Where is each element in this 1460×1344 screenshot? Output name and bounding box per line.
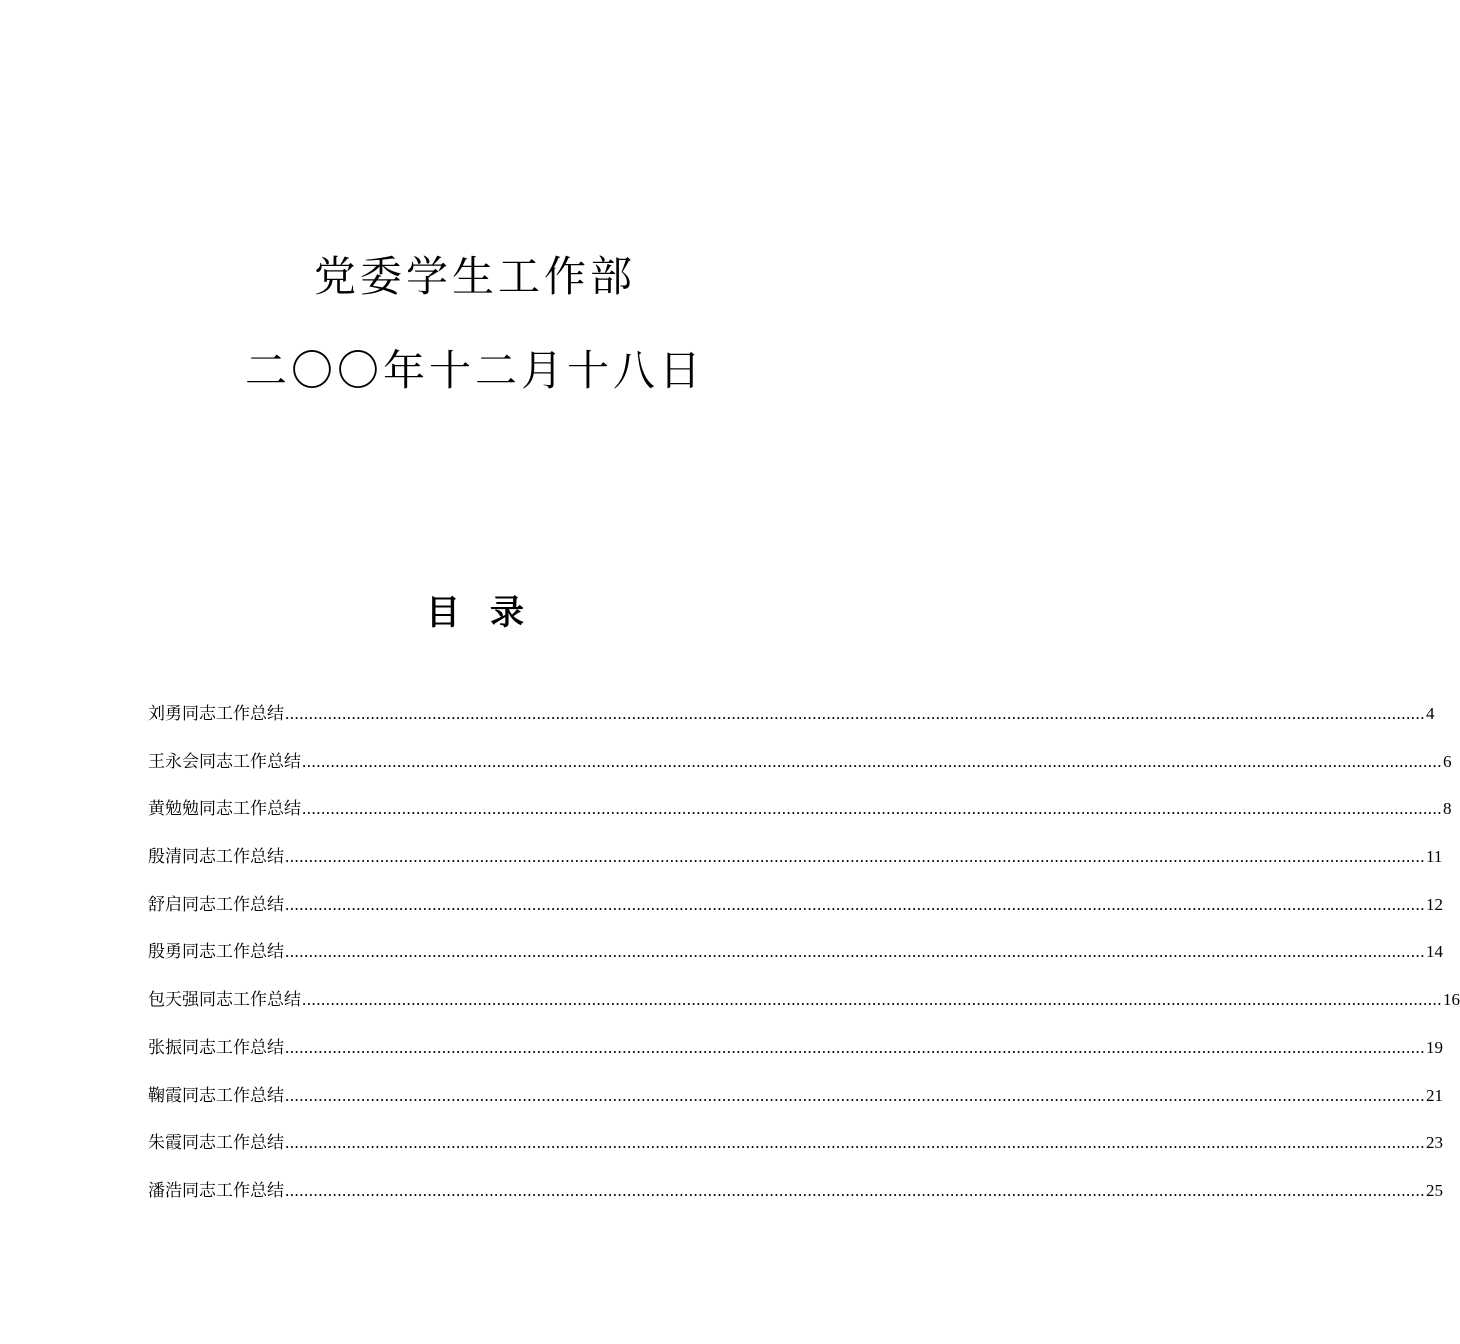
toc-dot-leader: ................................................................................................................................................................................................................................................ xyxy=(285,942,1425,962)
toc-entry[interactable] xyxy=(148,1034,1443,1082)
toc-entry-label: 鞠霞同志工作总结 xyxy=(148,1085,284,1105)
toc-entry-label: 殷勇同志工作总结 xyxy=(148,942,284,962)
toc-entry[interactable] xyxy=(148,748,1452,796)
toc-dot-leader: ................................................................................................................................................................................................................................................ xyxy=(285,1180,1425,1200)
toc-entry[interactable] xyxy=(148,891,1443,939)
toc-title xyxy=(0,593,950,633)
toc-entry-label: 王永会同志工作总结 xyxy=(148,751,301,771)
toc-entry-label: 张振同志工作总结 xyxy=(148,1037,284,1057)
toc-dot-leader: ................................................................................................................................................................................................................................................ xyxy=(285,894,1425,914)
toc-dot-leader: ................................................................................................................................................................................................................................................ xyxy=(285,1133,1425,1153)
toc-entry-page: 4 xyxy=(1426,704,1435,723)
toc-entry-page: 8 xyxy=(1443,799,1452,819)
toc-title-char-2: 录 xyxy=(490,593,524,633)
toc-entry-page: 16 xyxy=(1443,990,1460,1010)
toc-entry-label: 殷清同志工作总结 xyxy=(148,847,284,867)
toc-dot-leader: ................................................................................................................................................................................................................................................ xyxy=(302,799,1442,819)
toc-entry-page: 12 xyxy=(1426,894,1443,914)
toc-dot-leader: ................................................................................................................................................................................................................................................ xyxy=(302,751,1442,771)
document-date: 二〇〇年十二月十八日 xyxy=(244,346,705,395)
toc-entry[interactable] xyxy=(148,1129,1443,1177)
toc-entry-label: 舒启同志工作总结 xyxy=(148,894,284,914)
toc-list xyxy=(148,700,1460,1225)
toc-entry-page: 21 xyxy=(1426,1085,1443,1105)
toc-title-char-1: 目 xyxy=(426,593,460,633)
toc-entry[interactable] xyxy=(148,795,1452,843)
toc-entry-page: 11 xyxy=(1426,847,1443,867)
toc-entry[interactable] xyxy=(148,938,1443,986)
toc-entry-label: 潘浩同志工作总结 xyxy=(148,1180,284,1200)
toc-dot-leader: ................................................................................................................................................................................................................................................ xyxy=(302,990,1442,1010)
toc-entry-page: 14 xyxy=(1426,942,1443,962)
toc-entry-page: 23 xyxy=(1426,1133,1443,1153)
toc-entry-label: 包天强同志工作总结 xyxy=(148,990,301,1010)
toc-entry[interactable] xyxy=(148,1177,1443,1225)
toc-entry[interactable] xyxy=(148,843,1443,891)
toc-entry[interactable] xyxy=(148,986,1460,1034)
toc-dot-leader: ................................................................................................................................................................................................................................................ xyxy=(285,1085,1425,1105)
toc-entry-page: 19 xyxy=(1426,1037,1443,1057)
toc-entry-label: 朱霞同志工作总结 xyxy=(148,1133,284,1153)
toc-entry[interactable] xyxy=(148,1082,1443,1130)
toc-entry-label: 黄勉勉同志工作总结 xyxy=(148,799,301,819)
toc-entry-label: 刘勇同志工作总结 xyxy=(148,704,284,723)
toc-entry[interactable] xyxy=(148,700,1435,748)
toc-entry-page: 6 xyxy=(1443,751,1452,771)
toc-entry-page: 25 xyxy=(1426,1180,1443,1200)
toc-dot-leader: ................................................................................................................................................................................................................................................ xyxy=(285,704,1425,723)
toc-dot-leader: ................................................................................................................................................................................................................................................ xyxy=(285,847,1425,867)
organization-name: 党委学生工作部 xyxy=(313,252,636,301)
toc-dot-leader: ................................................................................................................................................................................................................................................ xyxy=(285,1037,1425,1057)
